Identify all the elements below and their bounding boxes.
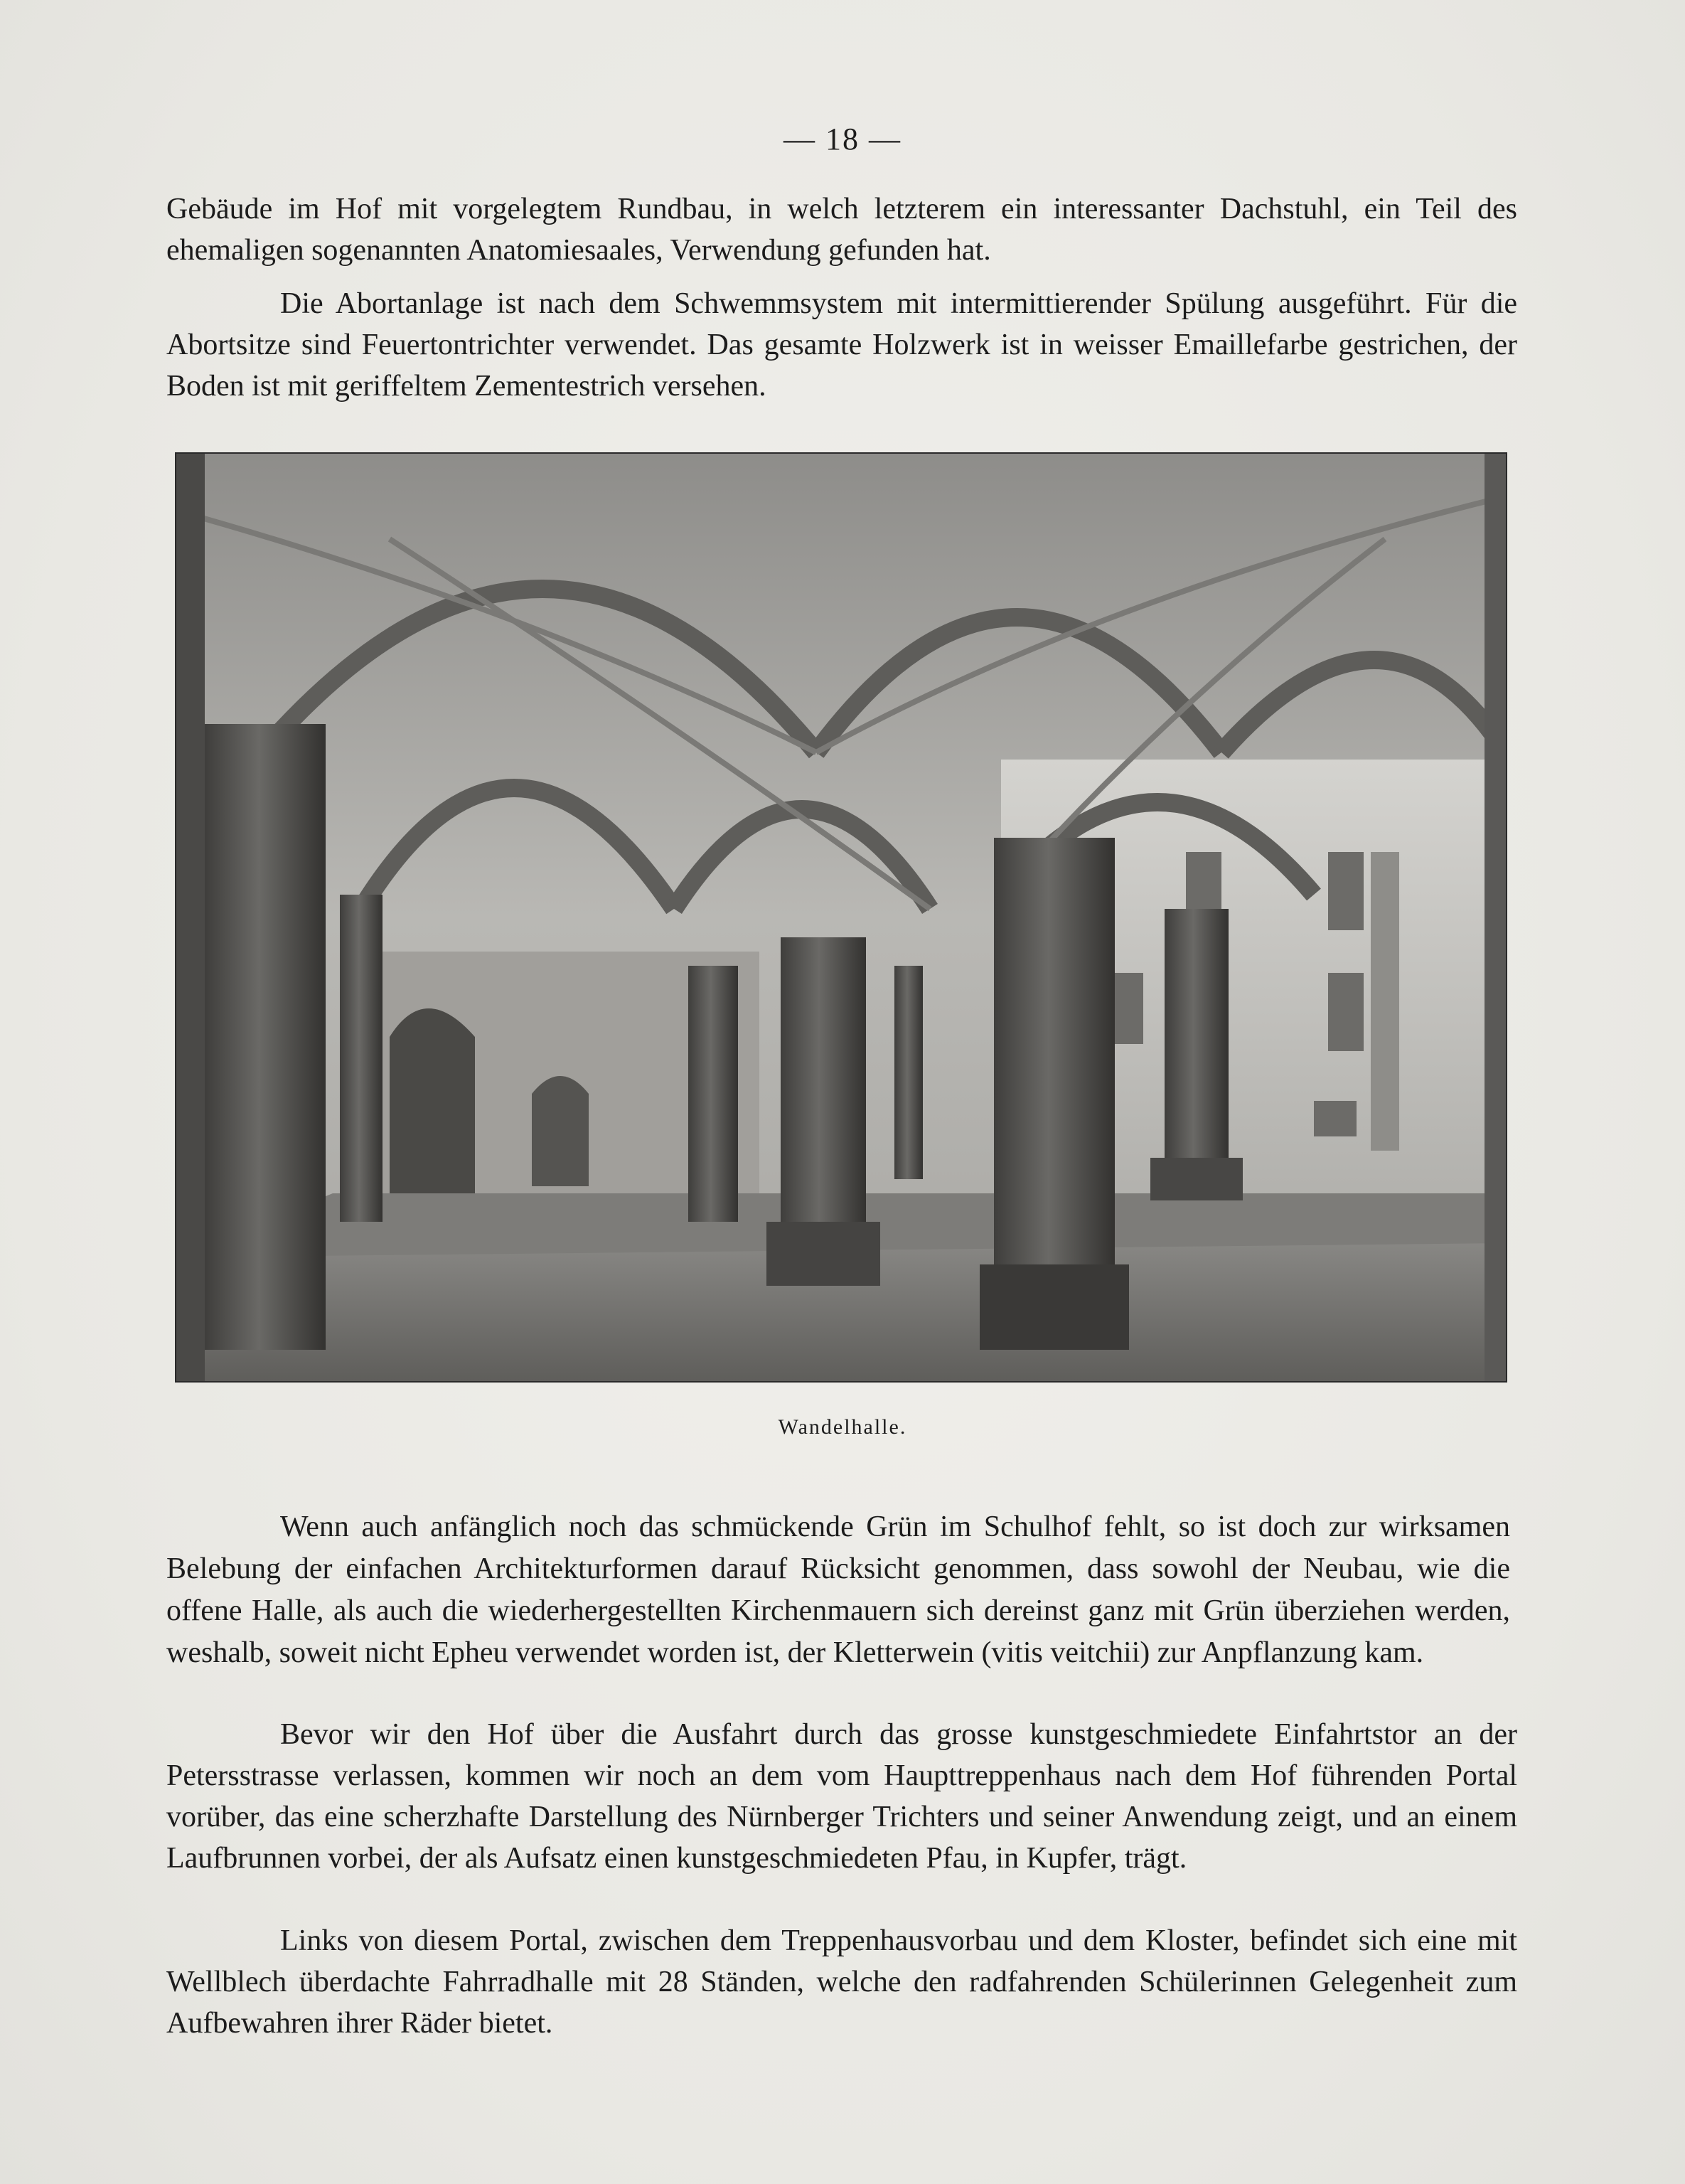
paragraph-1: Gebäude im Hof mit vorgelegtem Rundbau, in welch letzterem ein interessanter Dachstuhl, ein Teil des ehemaligen sogenannten Anatomiesaales, Verwendung gefunden hat.: [166, 193, 1517, 267]
paragraph-4: Bevor wir den Hof über die Ausfahrt durch das grosse kunstgeschmiedete Einfahrtstor an der Petersstrasse verlassen, kommen wir noch an dem vom Haupttreppenhaus nach dem Hof führenden Portal vorüber, das eine scherzhafte Darstellung des Nürnberger Trichters und seiner Anwendung zeigt, und an einem Laufbrunnen vorbei, der als Aufsatz einen kunstgeschmiedeten Pfau, in Kupfer, trägt.: [166, 1718, 1517, 1875]
arcade-photo-illustration: [176, 454, 1506, 1381]
page-number: — 18 —: [783, 122, 902, 156]
paragraph-2: Die Abortanlage ist nach dem Schwemmsystem mit intermittierender Spülung ausgeführt. Für die Abortsitze sind Feuertontrichter verwendet. Das gesamte Holzwerk ist in weisser Emaillefarbe gestrichen, der Boden ist mit geriffeltem Zementestrich versehen.: [166, 287, 1517, 403]
figure-caption: Wandelhalle.: [778, 1415, 907, 1439]
photo-wandelhalle: [175, 452, 1507, 1383]
paragraph-3: Wenn auch anfänglich noch das schmückende Grün im Schulhof fehlt, so ist doch zur wirksamen Belebung der einfachen Architekturformen darauf Rücksicht genommen, dass sowohl der Neubau, wie die offene Halle, als auch die wiederhergestellten Kirchenmauern sich dereinst ganz mit Grün überziehen werden, weshalb, soweit nicht Epheu verwendet worden ist, der Kletterwein (vitis veitchii) zur Anpflanzung kam.: [166, 1511, 1510, 1669]
paragraph-5: Links von diesem Portal, zwischen dem Treppenhausvorbau und dem Kloster, befindet sich eine mit Wellblech überdachte Fahrradhalle mit 28 Ständen, welche den radfahrenden Schülerinnen Gelegenheit zum Aufbewahren ihrer Räder bietet.: [166, 1924, 1517, 2040]
